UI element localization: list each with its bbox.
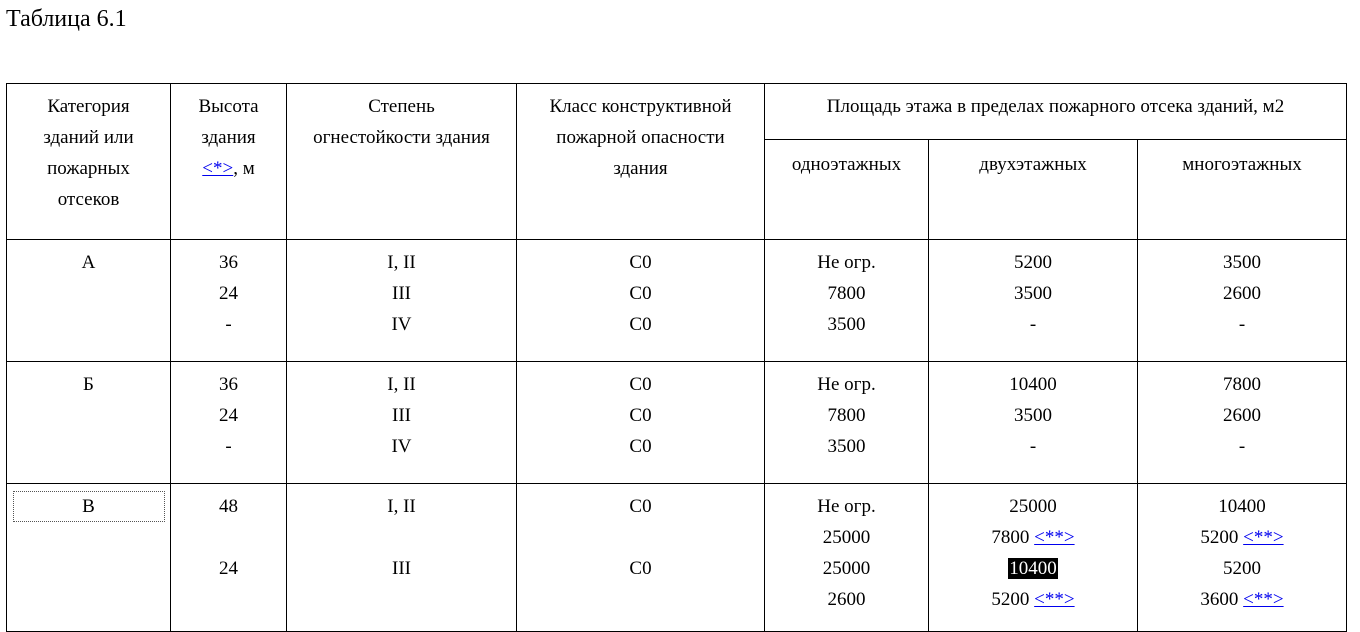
hazard-cell: С0 С0 [517,484,765,632]
footnote-link-double-star[interactable]: <**> [1243,589,1284,610]
header-height: Высота здания <*>, м [171,84,287,240]
hazard-cell: С0 С0 С0 [517,240,765,362]
height-cell: 36 24 - [171,362,287,484]
one-storey-cell: Не огр. 25000 25000 2600 [765,484,929,632]
focused-cell-indicator[interactable]: В [13,491,165,522]
category-cell: Б [7,362,171,484]
resistance-cell: I, II III IV [287,240,517,362]
header-two-storey: двухэтажных [929,140,1138,240]
height-cell: 36 24 - [171,240,287,362]
footnote-link-double-star[interactable]: <**> [1034,589,1075,610]
footnote-link-double-star[interactable]: <**> [1034,527,1075,548]
multi-storey-cell: 3500 2600 - [1138,240,1347,362]
table-caption: Таблица 6.1 [6,6,127,32]
selected-text[interactable]: 10400 [1009,558,1057,579]
header-row-1 [7,84,1347,140]
header-area: Площадь этажа в пределах пожарного отсека зданий, м2 [765,84,1347,140]
category-cell: А [7,240,171,362]
two-storey-cell: 25000 7800 <**> 10400 5200 <**> [929,484,1138,632]
footnote-link-height[interactable]: <*> [202,158,234,179]
header-hazard-class: Класс конструктивной пожарной опасности здания [517,84,765,240]
one-storey-cell: Не огр. 7800 3500 [765,362,929,484]
one-storey-cell: Не огр. 7800 3500 [765,240,929,362]
multi-storey-cell: 10400 5200 <**> 5200 3600 <**> [1138,484,1347,632]
header-fire-resistance: Степень огнестойкости здания [287,84,517,240]
height-cell: 48 24 [171,484,287,632]
header-multi-storey: многоэтажных [1138,140,1347,240]
table-row [7,240,1347,362]
resistance-cell: I, II III IV [287,362,517,484]
table-row [7,484,1347,632]
two-storey-cell: 5200 3500 - [929,240,1138,362]
table-row [7,362,1347,484]
header-category: Категория зданий или пожарных отсеков [7,84,171,240]
header-one-storey: одноэтажных [765,140,929,240]
resistance-cell: I, II III [287,484,517,632]
two-storey-cell: 10400 3500 - [929,362,1138,484]
fire-compartment-area-table [6,83,1347,632]
multi-storey-cell: 7800 2600 - [1138,362,1347,484]
footnote-link-double-star[interactable]: <**> [1243,527,1284,548]
category-cell [7,484,171,632]
hazard-cell: С0 С0 С0 [517,362,765,484]
